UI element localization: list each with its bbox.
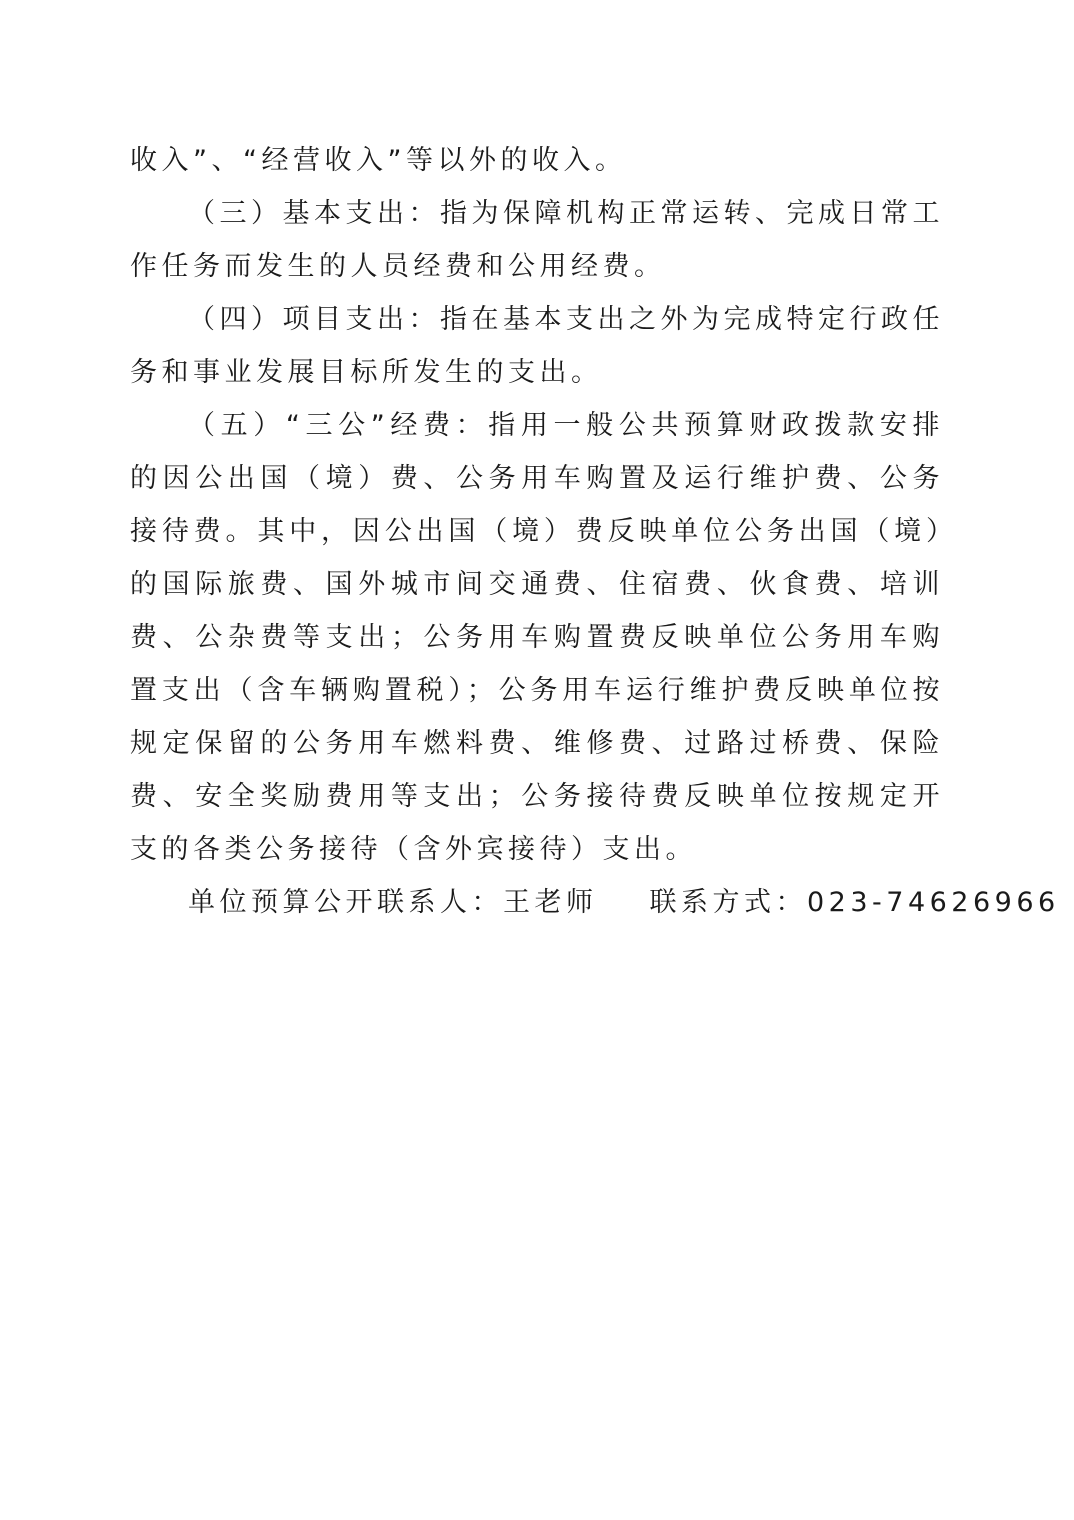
body-text xyxy=(130,134,1060,929)
contact-phone: 联系方式：023-74626966 xyxy=(649,887,1060,918)
paragraph-basic-expense: （三）基本支出：指为保障机构正常运转、完成日常工作任务而发生的人员经费和公用经费。 xyxy=(130,198,944,282)
paragraph-income-tail: 收入”、“经营收入”等以外的收入。 xyxy=(130,145,627,176)
contact-line xyxy=(130,876,1060,929)
paragraph-three-public-expense: （五）“三公”经费：指用一般公共预算财政拨款安排的因公出国（境）费、公务用车购置及运行维护费、公务接待费。其中，因公出国（境）费反映单位公务出国（境）的国际旅费、国外城市间交通费、住宿费、伙食费、培训费、公杂费等支出；公务用车购置费反映单位公务用车购置支出（含车辆购置税）；公务用车运行维护费反映单位按规定保留的公务用车燃料费、维修费、过路过桥费、保险费、安全奖励费用等支出；公务接待费反映单位按规定开支的各类公务接待（含外宾接待）支出。 xyxy=(130,410,944,865)
paragraph-project-expense: （四）项目支出：指在基本支出之外为完成特定行政任务和事业发展目标所发生的支出。 xyxy=(130,304,944,388)
contact-person: 单位预算公开联系人：王老师 xyxy=(188,887,598,918)
